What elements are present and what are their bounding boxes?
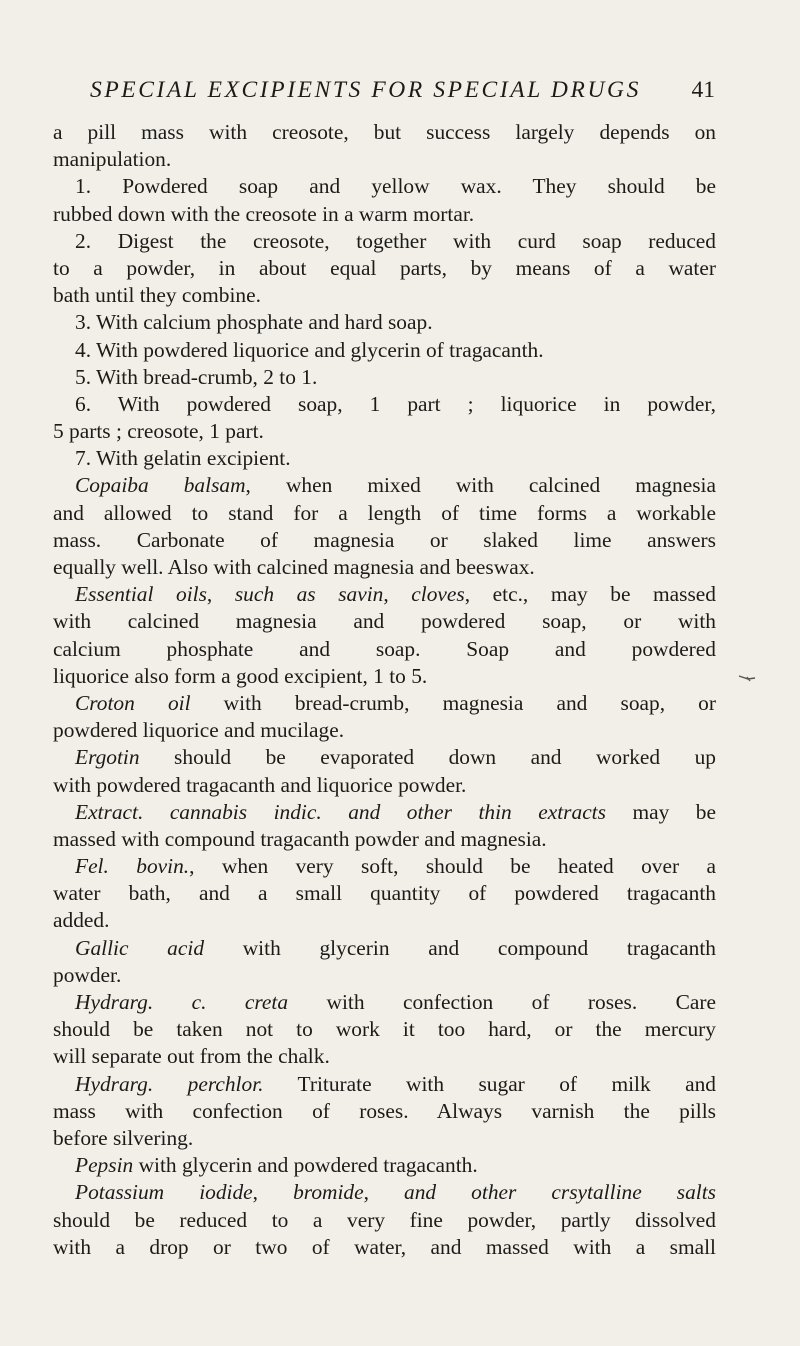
text-run: rubbed down with the creosote in a warm mortar. — [53, 201, 475, 226]
text-run: should be taken not to work it too hard, or the mercury — [53, 1017, 716, 1042]
text-line — [53, 772, 716, 799]
text-line — [53, 1043, 716, 1070]
text-line — [53, 1125, 716, 1152]
text-line — [53, 1152, 716, 1179]
text-line — [53, 636, 716, 663]
text-run: equally well. Also with calcined magnesia and beeswax. — [53, 555, 535, 579]
text-line — [53, 907, 716, 934]
text-run: before silvering. — [53, 1125, 194, 1150]
text-line — [53, 690, 716, 717]
text-line — [53, 853, 716, 880]
text-run: water bath, and a small quantity of powdered tragacanth — [53, 881, 716, 906]
text-line — [53, 989, 716, 1016]
running-header — [90, 72, 715, 108]
italic-term: such as savin — [234, 582, 384, 607]
text-run: , — [363, 1180, 405, 1205]
text-run: powdered liquorice and mucilage. — [53, 718, 345, 743]
italic-term: Extract. cannabis indic. and other thin extracts — [75, 799, 606, 824]
italic-term: Essential oils — [75, 582, 207, 607]
text-line — [53, 445, 716, 472]
text-line — [53, 799, 716, 826]
text-run: 1. Powdered soap and yellow wax. They should be — [75, 174, 716, 199]
italic-term: Copaiba balsam — [75, 473, 246, 498]
text-run: 5 parts ; creosote, 1 part. — [53, 419, 264, 444]
text-run: , when mixed with calcined magnesia — [245, 473, 716, 498]
italic-term: and other crsytalline salts — [404, 1180, 716, 1205]
text-line — [53, 1234, 716, 1261]
text-run: with a drop or two of water, and massed with a small — [53, 1234, 716, 1259]
italic-term: Ergotin — [75, 745, 140, 770]
text-line — [53, 418, 716, 445]
text-run: 4. With powdered liquorice and glycerin of tragacanth. — [75, 337, 544, 362]
text-line — [53, 146, 716, 173]
stray-ink-mark-icon — [738, 674, 756, 682]
text-line — [53, 608, 716, 635]
italic-term: Pepsin — [75, 1153, 134, 1178]
italic-term: Potassium iodide — [75, 1180, 253, 1205]
text-line — [53, 663, 716, 690]
text-line — [53, 500, 716, 527]
text-line — [53, 201, 716, 228]
text-run: , — [383, 582, 412, 607]
text-line — [53, 935, 716, 962]
text-line — [53, 282, 716, 309]
italic-term: Hydrarg. perchlor. — [75, 1071, 264, 1096]
text-run: mass. Carbonate of magnesia or slaked lime answers — [53, 527, 716, 552]
text-run: with glycerin and powdered tragacanth. — [133, 1153, 478, 1178]
text-run: 3. With calcium phosphate and hard soap. — [75, 310, 433, 335]
text-run: , — [252, 1180, 294, 1205]
text-line — [53, 391, 716, 418]
text-run: 7. With gelatin excipient. — [75, 446, 291, 471]
text-line — [53, 717, 716, 744]
text-line — [53, 309, 716, 336]
text-run: should be reduced to a very fine powder, partly dissolved — [53, 1207, 716, 1232]
text-line — [53, 880, 716, 907]
text-run: 2. Digest the creosote, together with curd soap reduced — [75, 228, 716, 253]
text-run: manipulation. — [53, 147, 172, 172]
text-run: will separate out from the chalk. — [53, 1044, 330, 1069]
italic-term: Croton oil — [75, 690, 191, 715]
text-run: with glycerin and compound tragacanth — [204, 935, 716, 960]
text-run: powder. — [53, 962, 122, 987]
text-line — [53, 119, 716, 146]
page-number: 41 — [691, 77, 715, 103]
text-line — [53, 962, 716, 989]
text-run: with powdered tragacanth and liquorice powder. — [53, 772, 467, 797]
text-run: massed with compound tragacanth powder and magnesia. — [53, 826, 547, 851]
text-run: , when very soft, should be heated over a — [189, 854, 716, 879]
running-title: SPECIAL EXCIPIENTS FOR SPECIAL DRUGS — [90, 77, 641, 103]
text-run: should be evaporated down and worked up — [139, 745, 716, 770]
text-line — [53, 826, 716, 853]
text-line — [53, 173, 716, 200]
italic-term: Hydrarg. c. creta — [75, 990, 289, 1014]
text-line — [53, 1207, 716, 1234]
text-line — [53, 1071, 716, 1098]
text-run: liquorice also form a good excipient, 1 to 5. — [53, 663, 428, 688]
italic-term: Fel. bovin. — [75, 854, 190, 879]
text-run: Triturate with sugar of milk and — [263, 1071, 716, 1096]
body-text — [53, 119, 716, 1261]
text-line — [53, 1098, 716, 1125]
text-run: to a powder, in about equal parts, by means of a water — [53, 255, 716, 280]
italic-term: cloves — [411, 582, 465, 607]
text-line — [53, 472, 716, 499]
text-line — [53, 1179, 716, 1206]
text-run: may be — [605, 799, 716, 824]
text-run: 5. With bread-crumb, 2 to 1. — [75, 364, 318, 389]
text-run: calcium phosphate and soap. Soap and powdered — [53, 636, 716, 661]
text-run: with bread-crumb, magnesia and soap, or — [190, 690, 716, 715]
text-run: , etc., may be massed — [464, 582, 716, 607]
text-line — [53, 554, 716, 581]
text-line — [53, 228, 716, 255]
text-run: a pill mass with creosote, but success largely depends on — [53, 120, 716, 144]
text-run: with confection of roses. Care — [288, 990, 716, 1014]
text-line — [53, 581, 716, 608]
text-line — [53, 337, 716, 364]
text-line — [53, 1016, 716, 1043]
text-run: 6. With powdered soap, 1 part ; liquorice in powder, — [75, 391, 716, 416]
italic-term: bromide — [293, 1180, 364, 1205]
text-line — [53, 255, 716, 282]
text-run: mass with confection of roses. Always varnish the pills — [53, 1098, 716, 1123]
text-line — [53, 364, 716, 391]
text-line — [53, 527, 716, 554]
text-run: and allowed to stand for a length of time forms a workable — [53, 500, 716, 525]
text-run: with calcined magnesia and powdered soap, or with — [53, 609, 716, 634]
text-run: bath until they combine. — [53, 283, 261, 308]
text-run: added. — [53, 908, 110, 933]
text-line — [53, 744, 716, 771]
italic-term: Gallic acid — [75, 935, 205, 960]
text-run: , — [206, 582, 235, 607]
